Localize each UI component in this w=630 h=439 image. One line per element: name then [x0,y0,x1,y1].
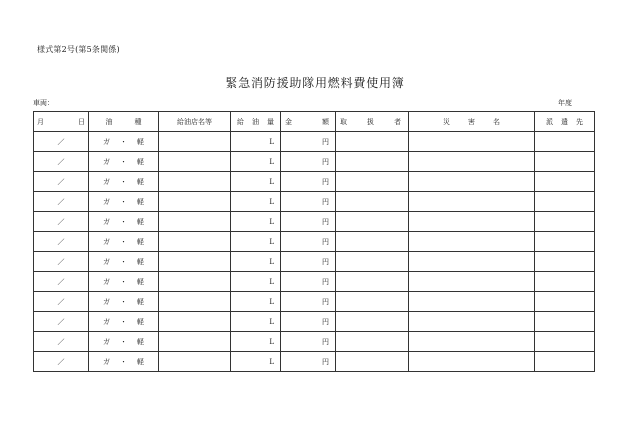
unit-liter: L [269,177,274,186]
station-cell[interactable] [159,232,231,252]
fuel-light-option: 軽 [137,177,144,186]
dispatch-cell[interactable] [535,152,595,172]
fuel-gas-option: ガ [103,177,110,186]
unit-yen: 円 [322,317,329,326]
unit-yen: 円 [322,197,329,206]
unit-yen: 円 [322,277,329,286]
unit-liter: L [269,137,274,146]
table-row [34,192,595,212]
price-cell[interactable] [281,332,336,352]
fuel-gas-option: ガ [103,337,110,346]
date-slash: ／ [57,337,65,346]
station-cell[interactable] [159,252,231,272]
date-slash: ／ [57,257,65,266]
dispatch-cell[interactable] [535,192,595,212]
station-cell[interactable] [159,312,231,332]
price-cell[interactable] [281,252,336,272]
handler-cell[interactable] [336,152,409,172]
dispatch-cell[interactable] [535,132,595,152]
station-cell[interactable] [159,272,231,292]
table-row [34,312,595,332]
date-slash: ／ [57,197,65,206]
fuel-light-option: 軽 [137,197,144,206]
fuel-gas-option: ガ [103,297,110,306]
price-cell[interactable] [281,152,336,172]
handler-cell[interactable] [336,352,409,372]
amount-cell[interactable] [231,292,281,312]
amount-cell[interactable] [231,252,281,272]
date-slash: ／ [57,177,65,186]
fuel-gas-option: ガ [103,217,110,226]
header-amount-char: 油 [252,117,259,126]
fuel-gas-option: ガ [103,317,110,326]
header-fuel-type-char: 油 [105,117,113,126]
handler-cell[interactable] [336,312,409,332]
unit-liter: L [269,197,274,206]
dispatch-cell[interactable] [535,352,595,372]
fuel-dot: ・ [120,337,127,346]
unit-yen: 円 [322,237,329,246]
date-cell[interactable] [34,312,89,332]
price-cell[interactable] [281,352,336,372]
handler-cell[interactable] [336,232,409,252]
year-label: 年度 [558,99,572,107]
handler-cell[interactable] [336,192,409,212]
price-cell[interactable] [281,232,336,252]
date-slash: ／ [57,237,65,246]
fuel-type-cell[interactable] [89,172,159,192]
header-date [34,112,89,132]
fuel-gas-option: ガ [103,277,110,286]
date-cell[interactable] [34,272,89,292]
station-cell[interactable] [159,352,231,372]
table-row [34,332,595,352]
fuel-type-cell[interactable] [89,212,159,232]
date-cell[interactable] [34,352,89,372]
amount-cell[interactable] [231,172,281,192]
table-row [34,272,595,292]
price-cell[interactable] [281,192,336,212]
date-cell[interactable] [34,132,89,152]
date-cell[interactable] [34,252,89,272]
fuel-type-cell[interactable] [89,192,159,212]
amount-cell[interactable] [231,192,281,212]
price-cell[interactable] [281,212,336,232]
fuel-dot: ・ [120,317,127,326]
header-price-char: 金 [285,117,292,126]
fuel-type-cell[interactable] [89,312,159,332]
header-handler-char: 扱 [367,117,374,126]
fuel-light-option: 軽 [137,237,144,246]
fuel-dot: ・ [120,217,127,226]
header-price [281,112,336,132]
fuel-type-cell[interactable] [89,252,159,272]
amount-cell[interactable] [231,132,281,152]
header-dispatch-char: 遣 [561,117,568,126]
unit-liter: L [269,317,274,326]
amount-cell[interactable] [231,212,281,232]
handler-cell[interactable] [336,292,409,312]
unit-liter: L [269,297,274,306]
dispatch-cell[interactable] [535,332,595,352]
header-day: 日 [78,117,85,126]
amount-cell[interactable] [231,352,281,372]
disaster-cell[interactable] [409,212,535,232]
date-slash: ／ [57,137,65,146]
fuel-type-cell[interactable] [89,292,159,312]
header-dispatch-char: 派 [546,117,553,126]
handler-cell[interactable] [336,132,409,152]
date-slash: ／ [57,157,65,166]
dispatch-cell[interactable] [535,232,595,252]
amount-cell[interactable] [231,312,281,332]
header-dispatch [535,112,595,132]
disaster-cell[interactable] [409,132,535,152]
disaster-cell[interactable] [409,272,535,292]
table-row [34,172,595,192]
handler-cell[interactable] [336,252,409,272]
price-cell[interactable] [281,272,336,292]
unit-liter: L [269,217,274,226]
date-slash: ／ [57,317,65,326]
date-cell[interactable] [34,292,89,312]
header-handler-char: 者 [394,117,401,126]
amount-cell[interactable] [231,332,281,352]
fuel-type-cell[interactable] [89,152,159,172]
dispatch-cell[interactable] [535,312,595,332]
page-title: 緊急消防援助隊用燃料費使用簿 [225,76,405,90]
fuel-dot: ・ [120,237,127,246]
price-cell[interactable] [281,172,336,192]
header-amount-char: 量 [267,117,274,126]
station-cell[interactable] [159,172,231,192]
unit-yen: 円 [322,357,329,366]
unit-yen: 円 [322,297,329,306]
fuel-light-option: 軽 [137,217,144,226]
date-slash: ／ [57,217,65,226]
vehicle-label: 車両： [33,99,54,107]
fuel-dot: ・ [120,137,127,146]
disaster-cell[interactable] [409,192,535,212]
dispatch-cell[interactable] [535,292,595,312]
fuel-light-option: 軽 [137,317,144,326]
fuel-dot: ・ [120,357,127,366]
unit-yen: 円 [322,137,329,146]
date-cell[interactable] [34,152,89,172]
disaster-cell[interactable] [409,252,535,272]
table-row [34,132,595,152]
fuel-dot: ・ [120,257,127,266]
handler-cell[interactable] [336,172,409,192]
fuel-light-option: 軽 [137,337,144,346]
unit-yen: 円 [322,217,329,226]
table-row [34,212,595,232]
disaster-cell[interactable] [409,172,535,192]
fuel-light-option: 軽 [137,297,144,306]
header-fuel-type-char: 種 [134,117,142,126]
table-row [34,252,595,272]
fuel-gas-option: ガ [103,257,110,266]
date-slash: ／ [57,297,65,306]
fuel-light-option: 軽 [137,157,144,166]
amount-cell[interactable] [231,272,281,292]
unit-yen: 円 [322,337,329,346]
station-cell[interactable] [159,192,231,212]
fuel-gas-option: ガ [103,237,110,246]
fuel-gas-option: ガ [103,157,110,166]
header-month: 月 [37,117,44,126]
fuel-ledger-table [33,111,595,372]
unit-liter: L [269,337,274,346]
fuel-type-cell[interactable] [89,272,159,292]
station-cell[interactable] [159,332,231,352]
fuel-light-option: 軽 [137,277,144,286]
ledger-body [34,132,595,372]
date-slash: ／ [57,357,65,366]
header-disaster-char: 災 [443,117,450,126]
table-row [34,232,595,252]
fuel-dot: ・ [120,177,127,186]
header-fuel-type [89,112,159,132]
fuel-light-option: 軽 [137,357,144,366]
unit-yen: 円 [322,257,329,266]
fuel-gas-option: ガ [103,197,110,206]
fuel-light-option: 軽 [137,137,144,146]
dispatch-cell[interactable] [535,272,595,292]
unit-yen: 円 [322,157,329,166]
dispatch-cell[interactable] [535,252,595,272]
fuel-type-cell[interactable] [89,332,159,352]
handler-cell[interactable] [336,332,409,352]
disaster-cell[interactable] [409,232,535,252]
handler-cell[interactable] [336,272,409,292]
fuel-dot: ・ [120,297,127,306]
table-row [34,152,595,172]
header-station: 給油店名等 [159,112,231,132]
dispatch-cell[interactable] [535,172,595,192]
header-handler [336,112,409,132]
fuel-gas-option: ガ [103,137,110,146]
unit-yen: 円 [322,177,329,186]
station-cell[interactable] [159,292,231,312]
disaster-cell[interactable] [409,352,535,372]
handler-cell[interactable] [336,212,409,232]
date-cell[interactable] [34,332,89,352]
form-number: 様式第2号(第5条関係) [37,45,120,54]
date-cell[interactable] [34,172,89,192]
unit-liter: L [269,257,274,266]
header-disaster-char: 害 [468,117,475,126]
date-cell[interactable] [34,192,89,212]
header-dispatch-char: 先 [576,117,583,126]
disaster-cell[interactable] [409,292,535,312]
header-disaster [409,112,535,132]
fuel-type-cell[interactable] [89,132,159,152]
disaster-cell[interactable] [409,312,535,332]
header-amount [231,112,281,132]
header-amount-char: 給 [237,117,244,126]
disaster-cell[interactable] [409,332,535,352]
fuel-light-option: 軽 [137,257,144,266]
fuel-gas-option: ガ [103,357,110,366]
unit-liter: L [269,357,274,366]
dispatch-cell[interactable] [535,212,595,232]
fuel-type-cell[interactable] [89,232,159,252]
station-cell[interactable] [159,132,231,152]
date-cell[interactable] [34,232,89,252]
disaster-cell[interactable] [409,152,535,172]
fuel-dot: ・ [120,197,127,206]
price-cell[interactable] [281,292,336,312]
fuel-dot: ・ [120,157,127,166]
fuel-type-cell[interactable] [89,352,159,372]
station-cell[interactable] [159,152,231,172]
fuel-dot: ・ [120,277,127,286]
table-row [34,352,595,372]
header-row [34,112,595,132]
amount-cell[interactable] [231,232,281,252]
header-disaster-char: 名 [493,117,500,126]
price-cell[interactable] [281,132,336,152]
amount-cell[interactable] [231,152,281,172]
station-cell[interactable] [159,212,231,232]
date-slash: ／ [57,277,65,286]
unit-liter: L [269,277,274,286]
date-cell[interactable] [34,212,89,232]
table-row [34,292,595,312]
header-price-char: 額 [322,117,329,126]
unit-liter: L [269,157,274,166]
unit-liter: L [269,237,274,246]
price-cell[interactable] [281,312,336,332]
header-handler-char: 取 [340,117,347,126]
